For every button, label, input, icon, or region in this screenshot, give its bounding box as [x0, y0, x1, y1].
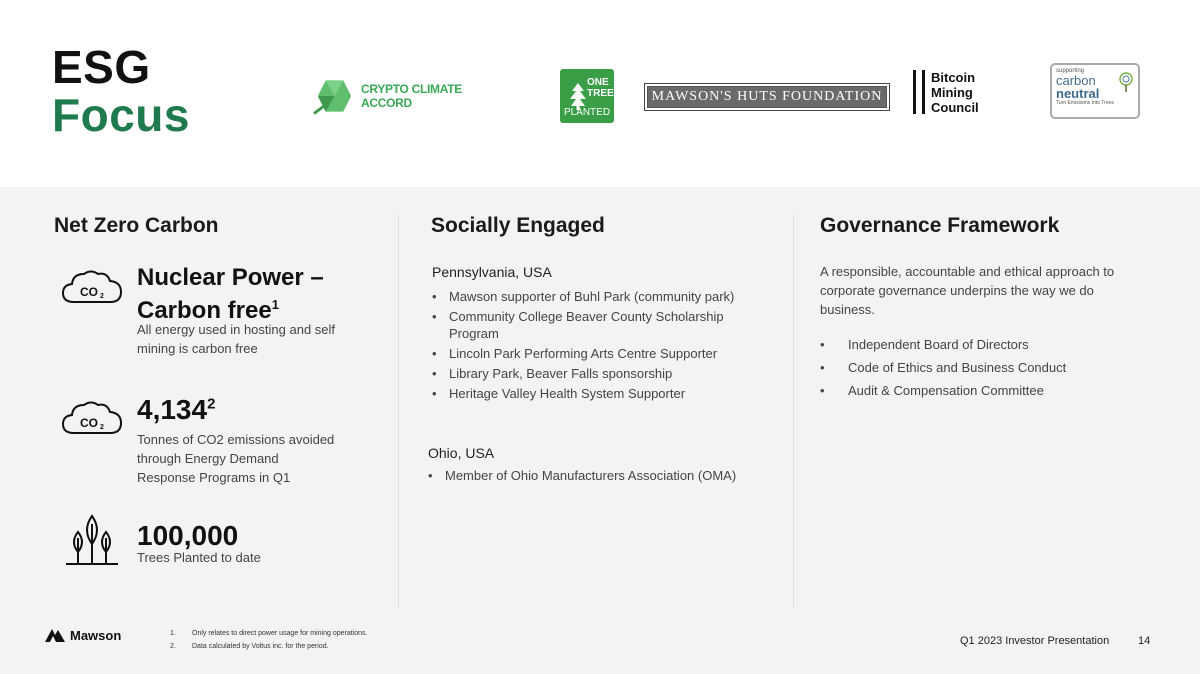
tonnes-number: 4,134	[137, 394, 208, 425]
crypto-climate-accord-text: CRYPTO CLIMATE ACCORD	[361, 82, 462, 110]
ohio-list	[428, 467, 788, 487]
pennsylvania-heading: Pennsylvania, USA	[432, 264, 552, 280]
list-item: • Member of Ohio Manufacturers Association (OMA)	[428, 467, 788, 484]
list-item: • Independent Board of Directors	[820, 336, 1160, 353]
nuclear-footnote-ref: 1	[271, 297, 279, 312]
bitcoin-mining-council-logo	[913, 70, 993, 116]
co2-label: CO	[80, 416, 98, 430]
presentation-label: Q1 2023 Investor Presentation	[960, 635, 1110, 647]
list-item: • Heritage Valley Health System Supporter	[432, 385, 772, 402]
carbon-neutral-logo	[1050, 63, 1140, 119]
co2-sub: 2	[100, 293, 104, 300]
governance-list	[820, 336, 1160, 405]
trees-body: Trees Planted to date	[137, 550, 261, 565]
nuclear-title	[137, 264, 324, 324]
tonnes-value	[137, 394, 215, 426]
mountain-icon	[44, 627, 66, 643]
carbon-neutral-tagline: Turn Emissions Into Trees	[1056, 100, 1114, 106]
governance-heading: Governance Framework	[820, 214, 1060, 237]
leaf-cube-icon	[312, 76, 355, 116]
crypto-climate-accord-logo	[312, 76, 512, 116]
bars-icon	[913, 70, 925, 116]
list-item: • Community College Beaver County Scholarship Program	[432, 308, 772, 342]
column-divider-2	[793, 215, 794, 607]
footnote-2: 2. Data calculated by Voltus inc. for the period.	[170, 643, 329, 650]
bmc-line1: Bitcoin	[931, 70, 976, 85]
column-divider-1	[398, 215, 399, 607]
trees-value: 100,000	[137, 520, 239, 551]
page-title-line1: ESG	[52, 41, 151, 93]
footnote-1: 1. Only relates to direct power usage for mining operations.	[170, 630, 368, 637]
tonnes-body: Tonnes of CO2 emissions avoided through Energy Demand Response Programs in Q1	[137, 432, 335, 485]
tree-circle-icon	[1116, 71, 1136, 93]
carbon-neutral-line2: neutral	[1056, 86, 1100, 101]
mawson-logo	[44, 627, 121, 643]
list-item: • Audit & Compensation Committee	[820, 382, 1160, 399]
page-title-line2: Focus	[52, 89, 190, 141]
list-item: • Mawson supporter of Buhl Park (community park)	[432, 288, 772, 305]
otp-line2: TREE	[587, 88, 614, 99]
social-heading: Socially Engaged	[431, 214, 605, 237]
list-item: • Code of Ethics and Business Conduct	[820, 359, 1160, 376]
one-tree-planted-logo	[560, 69, 614, 123]
net-zero-heading: Net Zero Carbon	[54, 214, 219, 237]
list-item: • Lincoln Park Performing Arts Centre Supporter	[432, 345, 772, 362]
otp-line3: PLANTED	[563, 107, 611, 118]
co2-label: CO	[80, 285, 98, 299]
nuclear-title-line1: Nuclear Power –	[137, 264, 324, 291]
ohio-heading: Ohio, USA	[428, 445, 495, 461]
mawson-brand: Mawson	[70, 627, 122, 643]
page-number: 14	[1138, 635, 1151, 647]
co2-cloud-icon	[60, 266, 124, 306]
mawsons-huts-text: MAWSON'S HUTS FOUNDATION	[651, 89, 883, 104]
governance-intro: A responsible, accountable and ethical approach to corporate governance underpins the way we do business.	[820, 264, 1115, 317]
bmc-line2: Mining	[931, 85, 973, 100]
mawsons-huts-foundation-logo	[644, 83, 890, 111]
list-item: • Library Park, Beaver Falls sponsorship	[432, 365, 772, 382]
nuclear-body: All energy used in hosting and self mining is carbon free	[137, 322, 336, 356]
co2-cloud-icon	[60, 397, 124, 437]
co2-sub: 2	[100, 424, 104, 431]
otp-line1: ONE	[587, 77, 609, 88]
bmc-line3: Council	[931, 100, 979, 115]
nuclear-title-line2: Carbon free	[137, 297, 272, 324]
pennsylvania-list	[432, 288, 772, 405]
carbon-neutral-small: supporting	[1056, 68, 1085, 74]
tonnes-footnote-ref: 2	[207, 395, 216, 413]
carbon-neutral-line1: carbon	[1056, 73, 1096, 88]
trees-icon	[64, 512, 120, 568]
